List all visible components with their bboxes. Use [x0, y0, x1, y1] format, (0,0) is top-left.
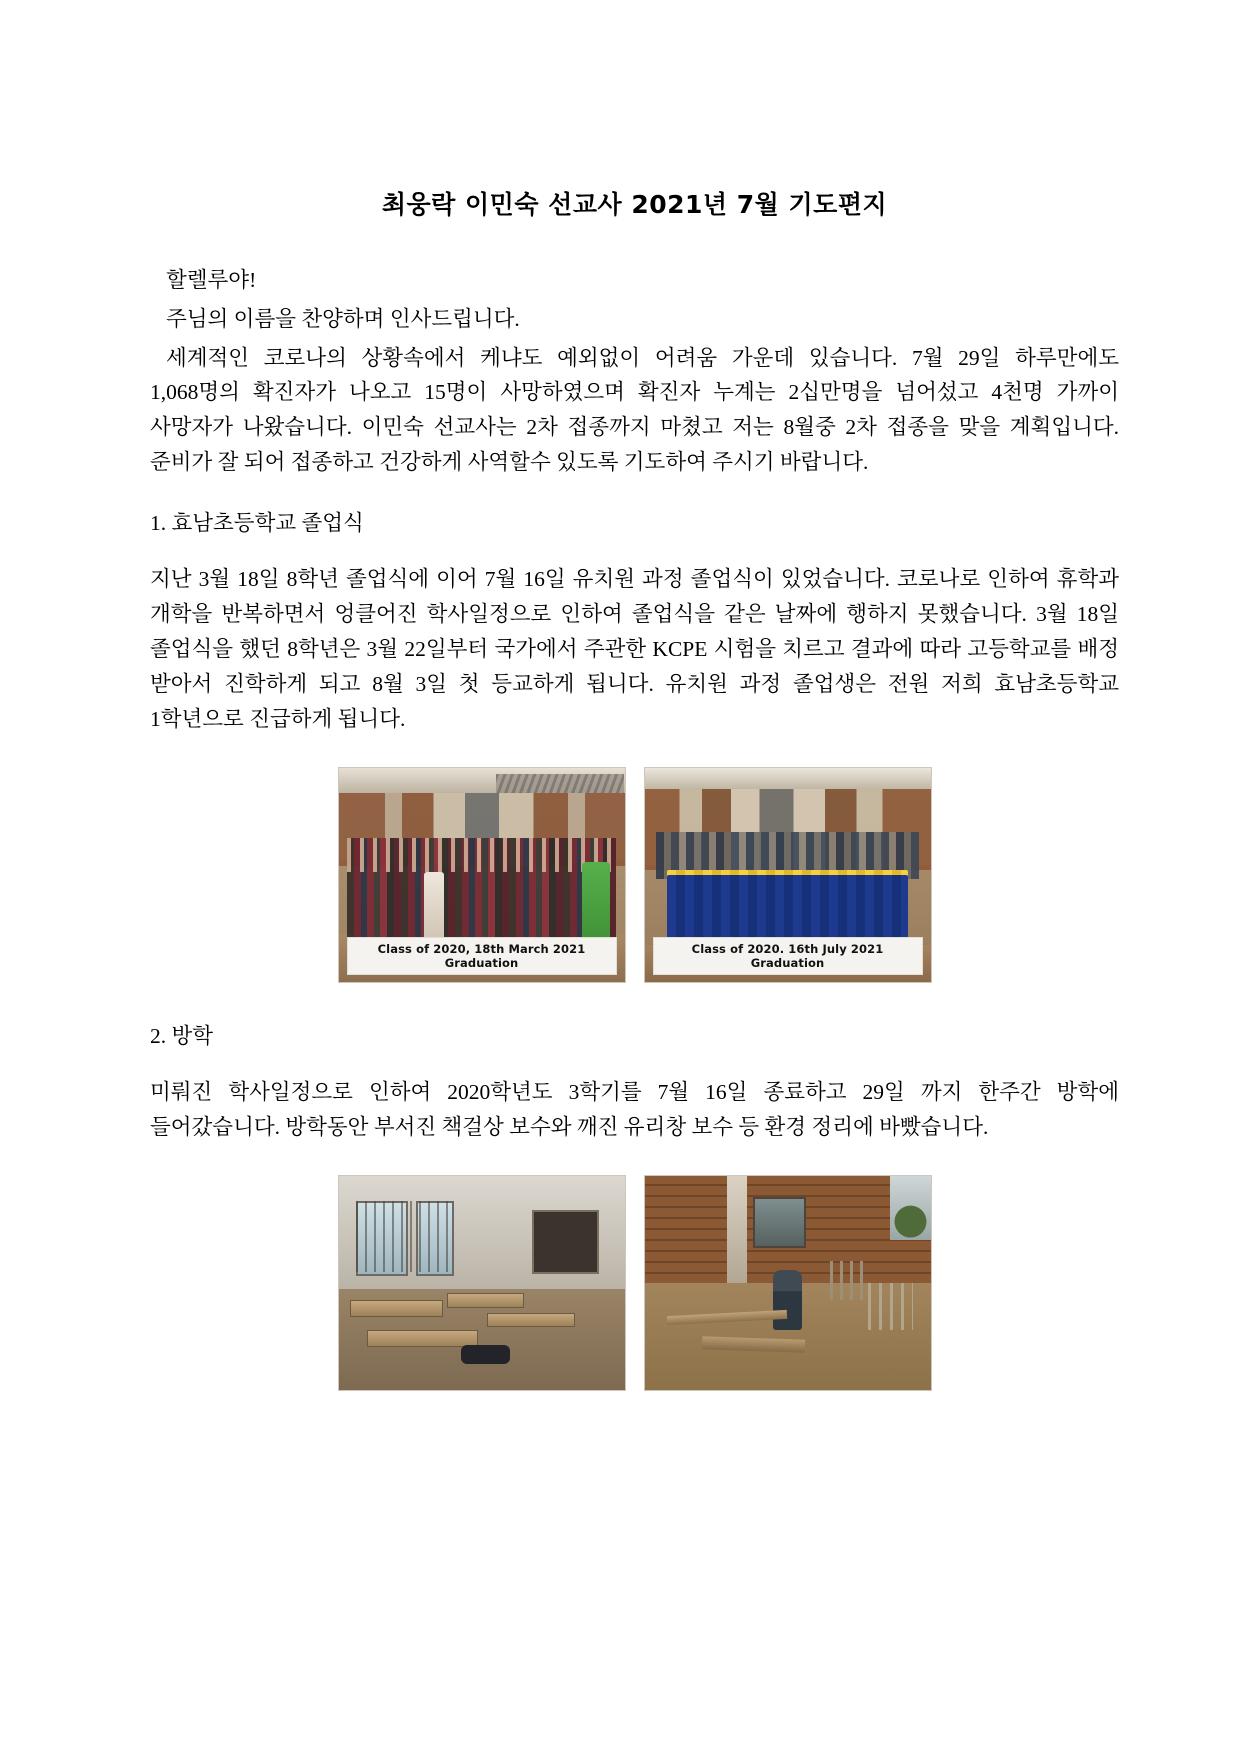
- section-2-heading: 2. 방학: [150, 1023, 214, 1048]
- section-1-photo-row: [150, 767, 1119, 983]
- photo-person-white-outfit: [424, 872, 444, 943]
- photo-faces-row: [347, 838, 616, 872]
- photo-bag: [461, 1345, 510, 1364]
- photo-chalkboard: [532, 1210, 599, 1274]
- photo-eave: [645, 768, 931, 789]
- photo-desk: [350, 1300, 444, 1317]
- section-1-heading: 1. 효남초등학교 졸업식: [150, 510, 364, 535]
- photo-roofline: [496, 774, 625, 793]
- section-1-body: 지난 3월 18일 8학년 졸업식에 이어 7월 16일 유치원 과정 졸업식이 있었습니다. 코로나로 인하여 휴학과 개학을 반복하면서 엉클어진 학사일정으로 인하여 졸업식을 같은 날짜에 행하지 못했습니다. 3월 18일 졸업식을 했던 8학년은 3월 22일부터 국가에서 주관한 KCPE 시험을 치르고 결과에 따라 고등학교를 배정 받아서 진학하게 되고 8월 3일 첫 등교하게 됩니다. 유치원 과정 졸업생은 전원 저희 효남초등학교 1학년으로 진급하게 됩니다.: [150, 567, 1119, 731]
- section-2-body: 미뤄진 학사일정으로 인하여 2020학년도 3학기를 7월 16일 종료하고 29일 까지 한주간 방학에 들어갔습니다. 방학동안 부서진 책걸상 보수와 깨진 유리창 보수 등 환경 정리에 바빴습니다.: [150, 1079, 1119, 1139]
- photo-person-green-skirt: [582, 862, 611, 948]
- photo-caption: Class of 2020. 16th July 2021 Graduation: [653, 937, 923, 975]
- photo-outdoor-repair: [644, 1175, 932, 1391]
- photo-graduation-july-2021: [644, 767, 932, 983]
- photo-kindergarten-children: [667, 875, 907, 946]
- intro-paragraph: 세계적인 코로나의 상황속에서 케냐도 예외없이 어려움 가운데 있습니다. 7월 29일 하루만에도 1,068명의 확진자가 나오고 15명이 사망하였으며 확진자 누계는 2십만명을 넘어섰고 4천명 가까이 사망자가 나왔습니다. 이민숙 선교사는 2차 접종까지 마쳤고 저는 8월중 2차 접종을 맞을 계획입니다. 준비가 잘 되어 접종하고 건강하게 사역할수 있도록 기도하여 주시기 바랍니다.: [150, 345, 1119, 475]
- photo-window-bars: [356, 1201, 450, 1272]
- photo-desk: [367, 1330, 478, 1347]
- photo-desk: [487, 1313, 575, 1328]
- greeting-line-1: 할렐루야!: [166, 268, 257, 292]
- photo-window: [753, 1197, 806, 1248]
- photo-concrete-post: [727, 1176, 747, 1283]
- photo-caption: Class of 2020, 18th March 2021 Graduation: [347, 937, 617, 975]
- photo-worker: [773, 1270, 802, 1330]
- photo-broken-chair: [830, 1261, 867, 1300]
- greeting-line-2: 주님의 이름을 찬양하며 인사드립니다.: [166, 306, 520, 331]
- photo-broken-chair: [868, 1283, 914, 1330]
- section-2-photo-row: [150, 1175, 1119, 1391]
- photo-graduation-march-2021: [338, 767, 626, 983]
- page-title: 최웅락 이민숙 선교사 2021년 7월 기도편지: [381, 190, 888, 219]
- photo-classroom-desks: [338, 1175, 626, 1391]
- photo-desk: [447, 1293, 523, 1308]
- photo-tree: [890, 1188, 930, 1244]
